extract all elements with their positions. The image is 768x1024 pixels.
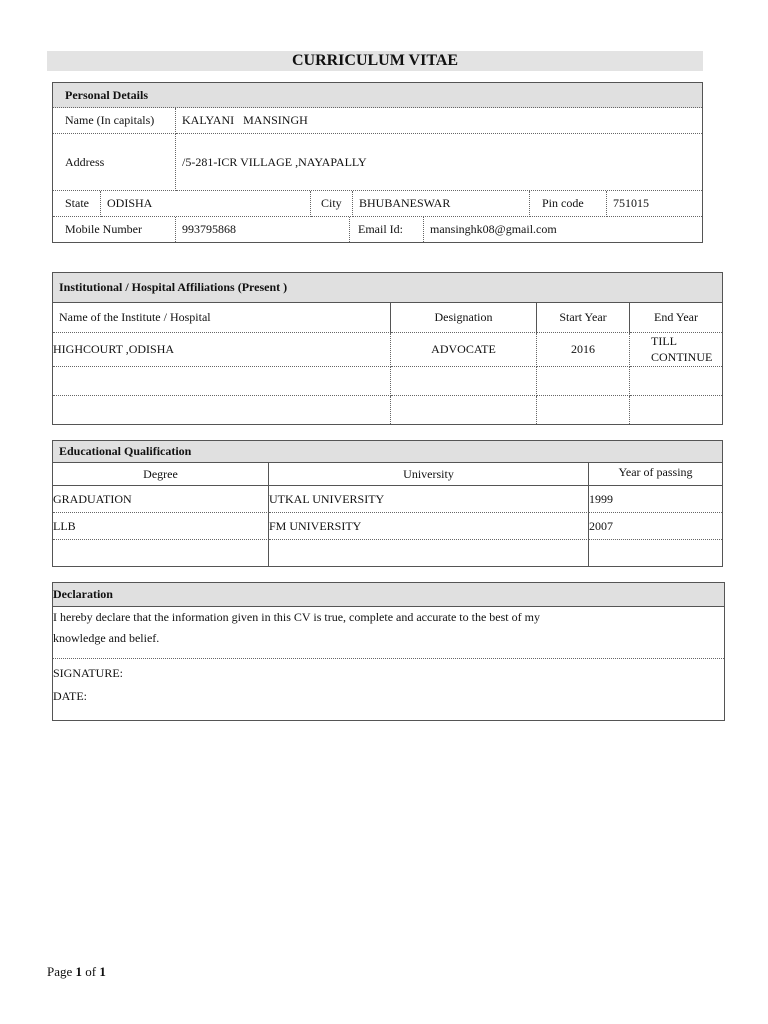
signature-label: SIGNATURE:	[53, 666, 124, 680]
declaration-heading: Declaration	[53, 587, 113, 601]
declaration-header	[53, 583, 724, 607]
email-label-cell	[350, 217, 424, 242]
page-number-footer	[47, 964, 106, 980]
affiliation-end-line1: TILL	[651, 334, 677, 348]
affiliation-designation: ADVOCATE	[431, 342, 496, 356]
col-university-header	[269, 463, 589, 486]
city-label-cell	[311, 191, 353, 217]
mobile-label: Mobile Number	[65, 222, 142, 236]
education-year: 2007	[589, 518, 613, 533]
declaration-text-block	[53, 607, 724, 659]
address-label: Address	[65, 154, 105, 169]
email-label: Email Id:	[358, 222, 403, 236]
education-university-cell	[269, 513, 589, 540]
declaration-line-2: knowledge and belief.	[53, 631, 160, 645]
mobile-value: 993795868	[182, 222, 236, 236]
city-label: City	[321, 196, 342, 210]
affiliation-empty-cell	[537, 396, 630, 424]
education-degree-cell	[53, 486, 269, 513]
education-degree: LLB	[53, 518, 76, 533]
education-empty-cell	[53, 540, 269, 566]
page-total: 1	[99, 964, 106, 979]
state-value-cell	[101, 191, 311, 217]
col-degree-label: Degree	[143, 466, 178, 481]
col-institute-label: Name of the Institute / Hospital	[59, 310, 211, 324]
page-title: CURRICULUM VITAE	[47, 51, 703, 71]
col-university-label: University	[403, 466, 454, 481]
education-university-cell	[269, 486, 589, 513]
affiliation-end-line2: CONTINUE	[651, 350, 713, 364]
page-word: Page	[47, 964, 73, 979]
name-value: KALYANI MANSINGH	[182, 113, 308, 127]
education-year-cell	[589, 486, 722, 513]
personal-details-header	[53, 83, 702, 108]
date-label: DATE:	[53, 689, 87, 703]
pin-label: Pin code	[542, 196, 584, 210]
col-institute-header	[53, 303, 391, 333]
address-value-cell	[176, 134, 702, 191]
education-university: FM UNIVERSITY	[269, 518, 362, 533]
state-value: ODISHA	[107, 196, 153, 210]
affiliation-end-cell	[630, 333, 722, 367]
personal-details-heading: Personal Details	[65, 87, 148, 102]
email-value: mansinghk08@gmail.com	[430, 222, 557, 236]
state-label: State	[65, 196, 89, 210]
affiliations-heading: Institutional / Hospital Affiliations (Present )	[59, 280, 288, 294]
page-current: 1	[75, 964, 83, 979]
affiliations-header	[53, 273, 722, 303]
address-value: /5-281-ICR VILLAGE ,NAYAPALLY	[182, 154, 367, 169]
education-year: 1999	[589, 491, 613, 506]
city-value: BHUBANESWAR	[359, 196, 451, 210]
affiliation-empty-cell	[53, 396, 391, 424]
col-designation-label: Designation	[434, 310, 493, 324]
mobile-label-cell	[53, 217, 176, 242]
col-year-label: Year of passing	[618, 465, 693, 479]
name-label: Name (In capitals)	[65, 113, 155, 127]
state-label-cell	[53, 191, 101, 217]
of-word: of	[85, 964, 97, 979]
affiliation-institute: HIGHCOURT ,ODISHA	[53, 342, 175, 356]
education-university: UTKAL UNIVERSITY	[269, 491, 385, 506]
pin-label-cell	[530, 191, 607, 217]
affiliation-empty-cell	[391, 396, 537, 424]
name-label-cell	[53, 108, 176, 134]
city-value-cell	[353, 191, 530, 217]
affiliation-empty-cell	[537, 367, 630, 396]
education-header	[53, 441, 722, 463]
pin-value: 751015	[613, 196, 649, 210]
pin-value-cell	[607, 191, 702, 217]
affiliation-start: 2016	[571, 342, 595, 356]
declaration-section	[52, 582, 725, 721]
affiliation-designation-cell	[391, 333, 537, 367]
col-designation-header	[391, 303, 537, 333]
affiliation-empty-cell	[53, 367, 391, 396]
address-label-cell	[53, 134, 176, 191]
affiliation-institute-cell	[53, 333, 391, 367]
col-degree-header	[53, 463, 269, 486]
affiliation-empty-cell	[630, 367, 722, 396]
education-empty-cell	[269, 540, 589, 566]
col-end-label: End Year	[654, 310, 698, 324]
affiliation-empty-cell	[391, 367, 537, 396]
personal-details-table	[52, 82, 703, 243]
col-start-label: Start Year	[559, 310, 607, 324]
education-year-cell	[589, 513, 722, 540]
affiliations-table	[52, 272, 723, 425]
col-end-header	[630, 303, 722, 333]
col-year-header	[589, 463, 722, 486]
name-value-cell	[176, 108, 702, 134]
declaration-line-1: I hereby declare that the information given in this CV is true, complete and accurate to the best of my	[53, 610, 540, 624]
education-degree: GRADUATION	[53, 491, 132, 506]
education-degree-cell	[53, 513, 269, 540]
education-heading: Educational Qualification	[59, 444, 192, 458]
mobile-value-cell	[176, 217, 350, 242]
email-value-cell	[424, 217, 702, 242]
affiliation-start-cell	[537, 333, 630, 367]
education-table	[52, 440, 723, 567]
col-start-header	[537, 303, 630, 333]
